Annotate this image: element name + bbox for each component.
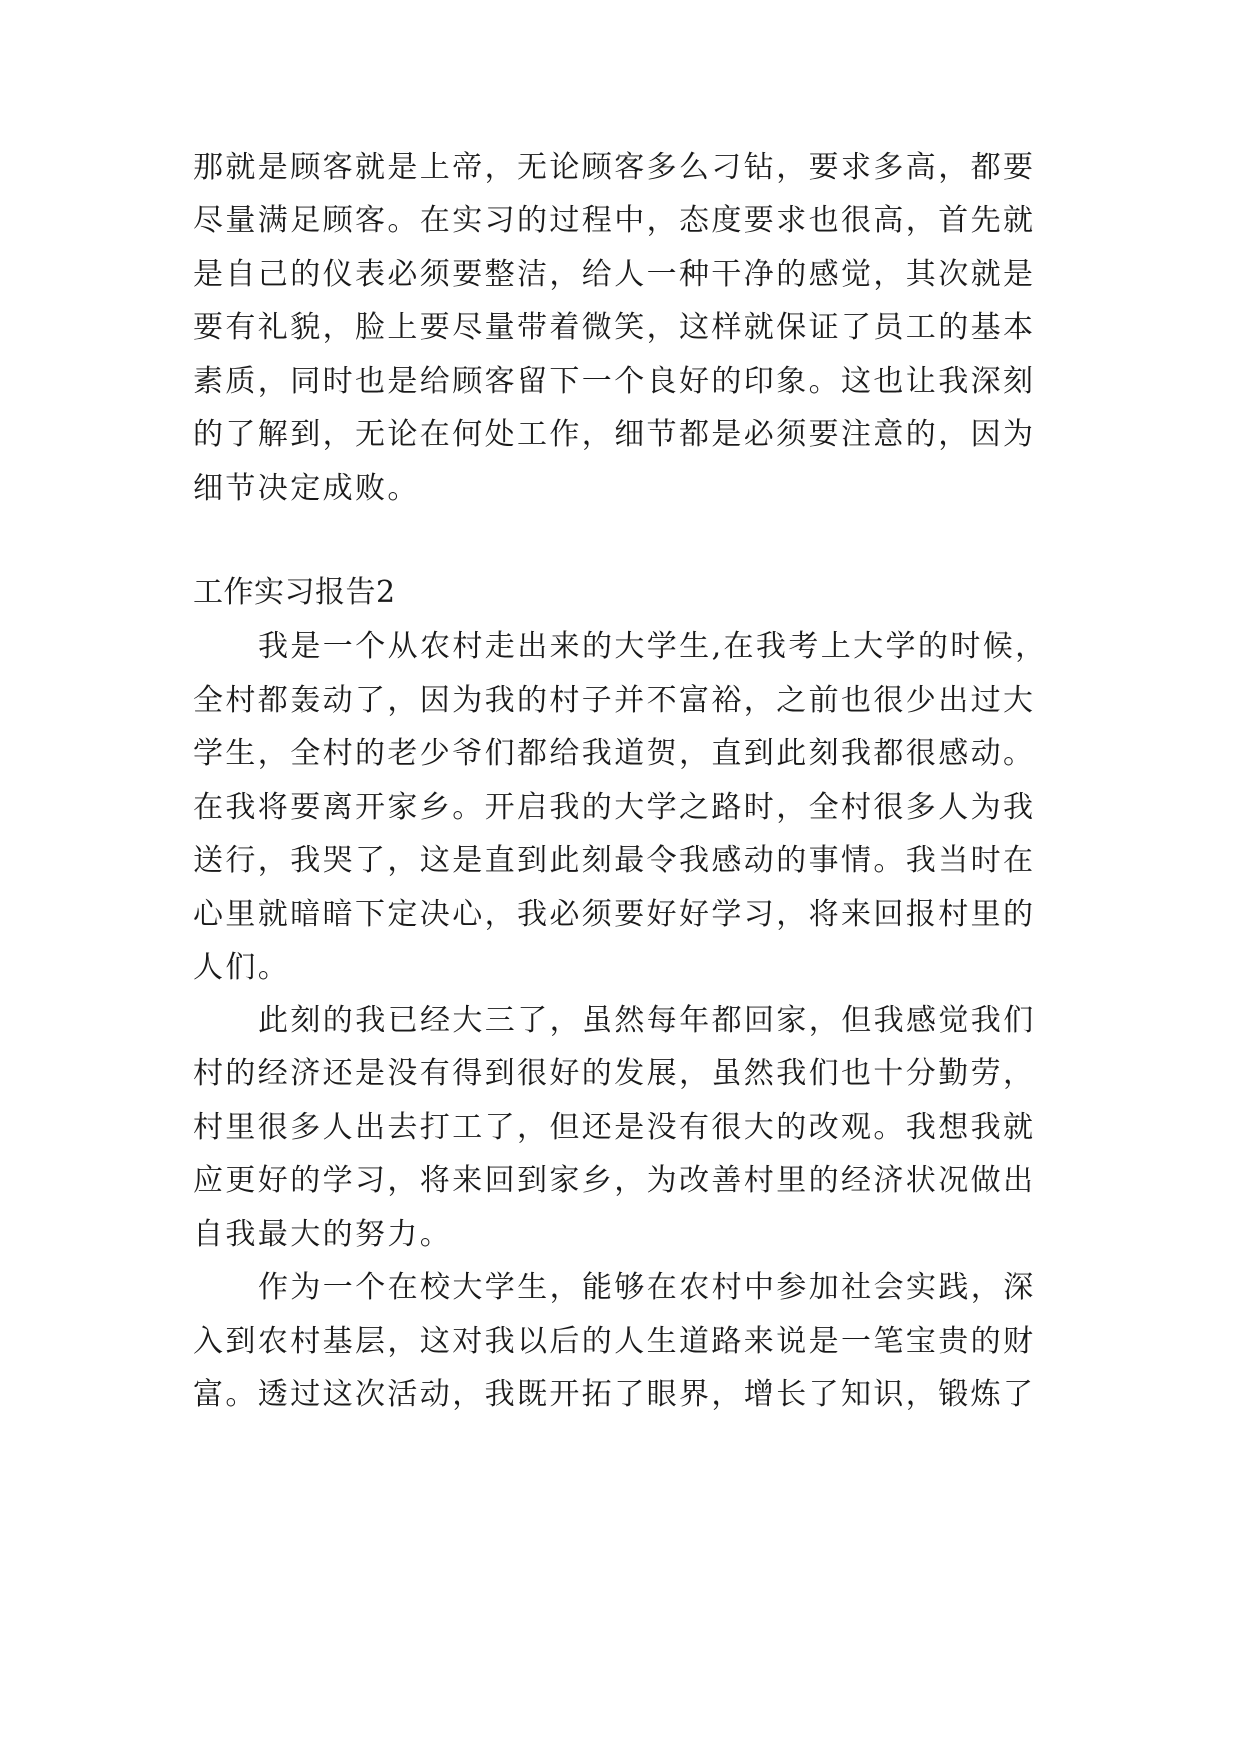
text-line: 尽量满足顾客。在实习的过程中，态度要求也很高，首先就 <box>193 203 1036 238</box>
text-line: 全村都轰动了，因为我的村子并不富裕，之前也很少出过大 <box>193 683 1036 718</box>
text-line: 心里就暗暗下定决心，我必须要好好学习，将来回报村里的 <box>193 897 1036 932</box>
text-line: 是自己的仪表必须要整洁，给人一种干净的感觉，其次就是 <box>193 257 1036 292</box>
text-line: 富。透过这次活动，我既开拓了眼界，增长了知识，锻炼了 <box>193 1377 1036 1412</box>
text-line: 此刻的我已经大三了，虽然每年都回家，但我感觉我们 <box>258 1003 1036 1038</box>
text-line: 素质，同时也是给顾客留下一个良好的印象。这也让我深刻 <box>193 364 1036 399</box>
text-line: 的了解到，无论在何处工作，细节都是必须要注意的，因为 <box>193 417 1036 452</box>
text-line: 学生，全村的老少爷们都给我道贺，直到此刻我都很感动。 <box>193 736 1036 771</box>
text-line: 送行，我哭了，这是直到此刻最令我感动的事情。我当时在 <box>193 843 1036 878</box>
text-line: 人们。 <box>193 950 291 985</box>
text-line: 村的经济还是没有得到很好的发展，虽然我们也十分勤劳， <box>193 1056 1036 1091</box>
text-line: 入到农村基层，这对我以后的人生道路来说是一笔宝贵的财 <box>193 1324 1036 1359</box>
text-line: 应更好的学习，将来回到家乡，为改善村里的经济状况做出 <box>193 1163 1036 1198</box>
text-line: 作为一个在校大学生，能够在农村中参加社会实践，深 <box>258 1270 1036 1305</box>
text-line: 那就是顾客就是上帝，无论顾客多么刁钻，要求多高，都要 <box>193 150 1036 185</box>
text-line: 自我最大的努力。 <box>193 1217 453 1252</box>
text-line: 要有礼貌，脸上要尽量带着微笑，这样就保证了员工的基本 <box>193 310 1036 345</box>
text-line: 我是一个从农村走出来的大学生,在我考上大学的时候， <box>258 629 1048 664</box>
section-title: 工作实习报告2 <box>193 575 396 610</box>
text-line: 在我将要离开家乡。开启我的大学之路时，全村很多人为我 <box>193 790 1036 825</box>
text-line: 村里很多人出去打工了，但还是没有很大的改观。我想我就 <box>193 1110 1036 1145</box>
text-line: 细节决定成败。 <box>193 471 420 506</box>
